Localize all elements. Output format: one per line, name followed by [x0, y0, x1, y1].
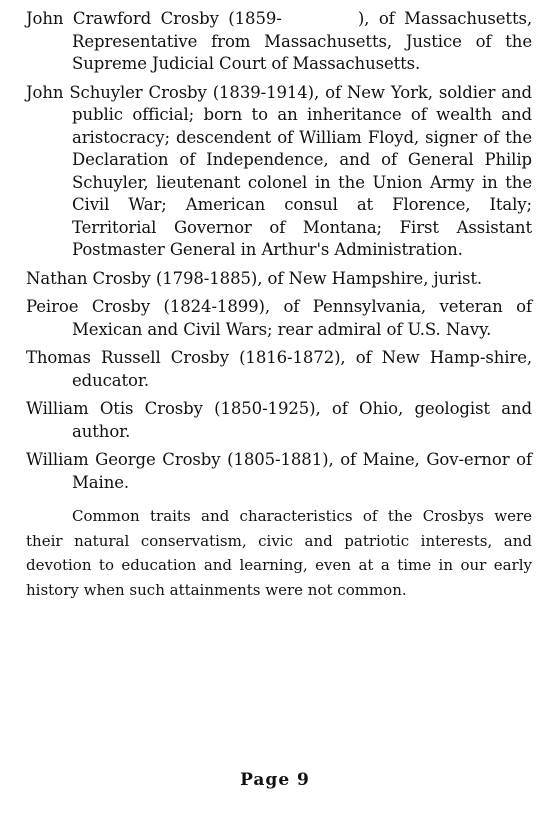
biography-entry-text: John Crawford Crosby (1859- ), of Massachusetts, Representative from Massachusetts, Justice of the Supreme Judicial Court of Massachusetts.	[26, 9, 532, 73]
biography-entry: William George Crosby (1805-1881), of Maine, Gov-ernor of Maine.	[26, 450, 532, 492]
biography-list	[26, 8, 532, 602]
biography-entry: Thomas Russell Crosby (1816-1872), of New Hamp-shire, educator.	[26, 348, 532, 390]
closing-paragraph: Common traits and characteristics of the Crosbys were their natural conservatism, civic and patriotic interests, and devotion to education and learning, even at a time in our early history when such attainments were not common.	[26, 507, 532, 599]
biography-entry: Peiroe Crosby (1824-1899), of Pennsylvania, veteran of Mexican and Civil Wars; rear admiral of U.S. Navy.	[26, 297, 532, 339]
biography-entry: John Schuyler Crosby (1839-1914), of New York, soldier and public official; born to an inheritance of wealth and aristocracy; descendent of William Floyd, signer of the Declaration of Independence, and of General Philip Schuyler, lieutenant colonel in the Union Army in the Civil War; American consul at Florence, Italy; Territorial Governor of Montana; First Assistant Postmaster General in Arthur's Administration.	[26, 82, 532, 259]
biography-entry: Nathan Crosby (1798-1885), of New Hampshire, jurist.	[26, 268, 483, 288]
biography-entry: William Otis Crosby (1850-1925), of Ohio, geologist and author.	[26, 399, 532, 441]
page-number: Page 9	[240, 770, 310, 790]
biography-entry	[26, 8, 532, 76]
